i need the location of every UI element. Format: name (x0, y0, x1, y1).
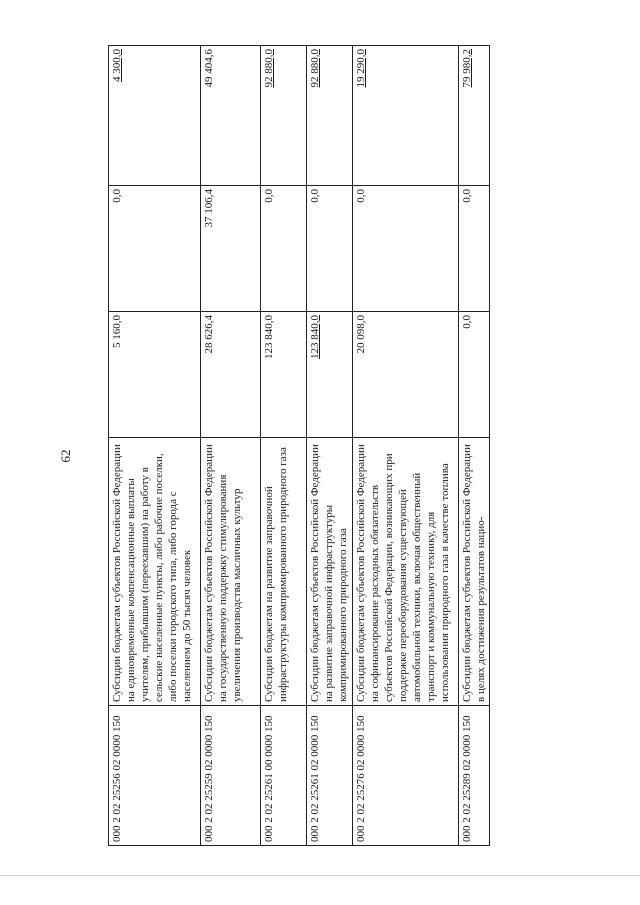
table-rotated-inner (108, 46, 588, 846)
amount-cell-3 (109, 46, 201, 186)
amount-value-3: 79 980,2 (461, 49, 473, 88)
amount-cell-3 (353, 46, 459, 186)
budget-code-cell: 000 2 02 25289 02 0000 150 (459, 706, 490, 846)
subsidy-name-cell: Субсидии бюджетам субъектов Российской Федерации на софинансирование расходных обязательств субъектов Российской Федерации, возникающих при поддержке переоборудования существующей автомобильной техники, включая общественный транспорт и коммунальную технику, для использования природного газа в качестве топлива (353, 438, 459, 706)
table-row (261, 46, 307, 846)
amount-cell-1: 28 626,4 (201, 312, 261, 438)
amount-cell-2: 37 106,4 (201, 186, 261, 312)
table-rotated-wrapper (108, 46, 588, 846)
budget-code-cell: 000 2 02 25261 00 0000 150 (261, 706, 307, 846)
table-row (201, 46, 261, 846)
amount-value-3: 92 880,0 (309, 49, 321, 88)
amount-cell-3 (307, 46, 353, 186)
page-number: 62 (58, 449, 73, 463)
subsidy-name-cell: Субсидии бюджетам субъектов Российской Федерации на развитие заправочной инфраструктуры компримированного природного газа (307, 438, 353, 706)
subsidy-name-cell: Субсидии бюджетам на развитие заправочной инфраструктуры компримированного природного газа (261, 438, 307, 706)
amount-cell-2: 0,0 (353, 186, 459, 312)
amount-value-3: 4 300,0 (111, 49, 123, 82)
amount-cell-1: 0,0 (459, 312, 490, 438)
amount-cell-3: 49 404,6 (201, 46, 261, 186)
table-row (353, 46, 459, 846)
amount-cell-2: 0,0 (109, 186, 201, 312)
amount-cell-2: 0,0 (261, 186, 307, 312)
budget-code-cell: 000 2 02 25259 02 0000 150 (201, 706, 261, 846)
amount-value-3: 92 880,0 (263, 49, 275, 88)
amount-value-3: 19 290,0 (355, 49, 367, 88)
table-row (459, 46, 490, 846)
subsidy-name-cell: Субсидии бюджетам субъектов Российской Федерации на государственную поддержку стимулирования увеличения производства масличных культур (201, 438, 261, 706)
amount-cell-1: 5 160,0 (109, 312, 201, 438)
amount-cell-2: 0,0 (459, 186, 490, 312)
amount-cell-1 (307, 312, 353, 438)
scan-edge-line (0, 875, 640, 876)
budget-code-cell: 000 2 02 25276 02 0000 150 (353, 706, 459, 846)
table-row (109, 46, 201, 846)
amount-cell-3 (261, 46, 307, 186)
amount-value-1: 123 840,0 (309, 315, 321, 359)
budget-code-cell: 000 2 02 25256 02 0000 150 (109, 706, 201, 846)
amount-cell-1: 123 840,0 (261, 312, 307, 438)
subsidy-name-cell: Субсидии бюджетам субъектов Российской Федерации на единовременные компенсационные выплаты учителям, прибывшим (переехавшим) на работу в сельские населенные пункты, либо рабочие поселки, либо поселки городского типа, либо города с населением до 50 тысяч человек (109, 438, 201, 706)
amount-cell-3 (459, 46, 490, 186)
budget-table (108, 45, 490, 846)
amount-cell-2: 0,0 (307, 186, 353, 312)
amount-cell-1: 20 098,0 (353, 312, 459, 438)
subsidy-name-cell: Субсидии бюджетам субъектов Российской Федерации в целях достижения результатов нацио- (459, 438, 490, 706)
budget-code-cell: 000 2 02 25261 02 0000 150 (307, 706, 353, 846)
table-row (307, 46, 353, 846)
